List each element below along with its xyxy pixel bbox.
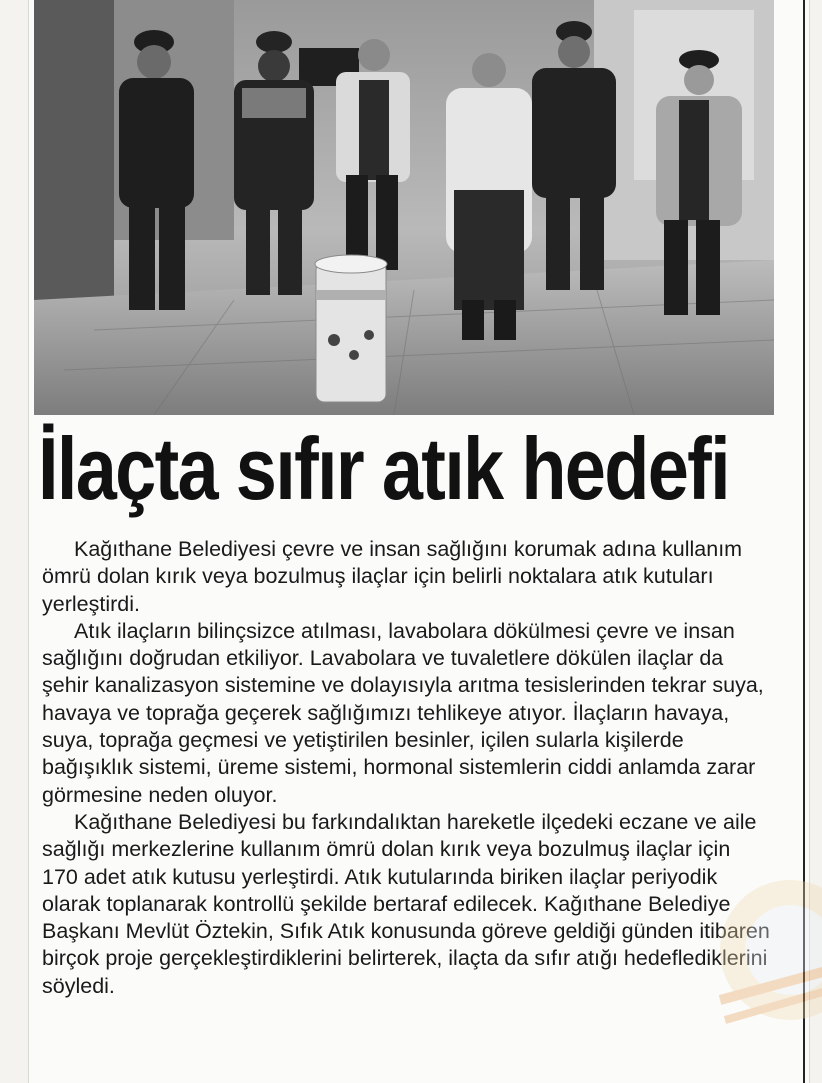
article-paragraph-1	[42, 536, 772, 618]
article-paragraph-3	[42, 809, 772, 1000]
paragraph-text: Atık ilaçların bilinçsizce atılması, lavabolara dökülmesi çevre ve insan sağlığını doğrudan etkiliyor. Lavabolara ve tuvaletlere dökülen ilaçlar da şehir kanalizasyon sistemine ve dolayısıyla arıtma tesislerinden tekrar suya, havaya ve toprağa geçerek sağlığımızı tehlikeye atıyor. İlaçların havaya, suya, toprağa geçmesi ve yetiştirilen besinler, içilen sularla kişilerde bağışıklık sistemi, üreme sistemi, hormonal sistemlerin ciddi anlamda zarar görmesine neden oluyor.	[42, 618, 764, 807]
article-headline: İlaçta sıfır atık hedefi	[38, 419, 729, 518]
paragraph-text: Kağıthane Belediyesi çevre ve insan sağlığını korumak adına kullanım ömrü dolan kırık veya bozulmuş ilaçlar için belirli noktalara atık kutuları yerleştirdi.	[42, 537, 743, 616]
article-photo	[34, 0, 774, 415]
photo-illustration	[34, 0, 774, 415]
article-body	[42, 536, 772, 1000]
article-paragraph-2	[42, 618, 772, 809]
paragraph-text: Kağıthane Belediyesi bu farkındalıktan hareketle ilçedeki eczane ve aile sağlığı merkezlerine kullanım ömrü dolan kırık veya bozulmuş ilaçlar için 170 adet atık kutusu yerleştirdi. Atık kutularında biriken ilaçlar periyodik olarak toplanarak kontrollü şekilde bertaraf edilecek. Kağıthane Belediye Başkanı Mevlüt Öztekin, Sıfık Atık konusunda göreve geldiği günden itibaren birçok proje gerçekleştirdiklerini belirterek, ilaçta da sıfır atığı hedeflediklerini söyledi.	[42, 809, 770, 998]
watermark-logo	[700, 850, 822, 1050]
